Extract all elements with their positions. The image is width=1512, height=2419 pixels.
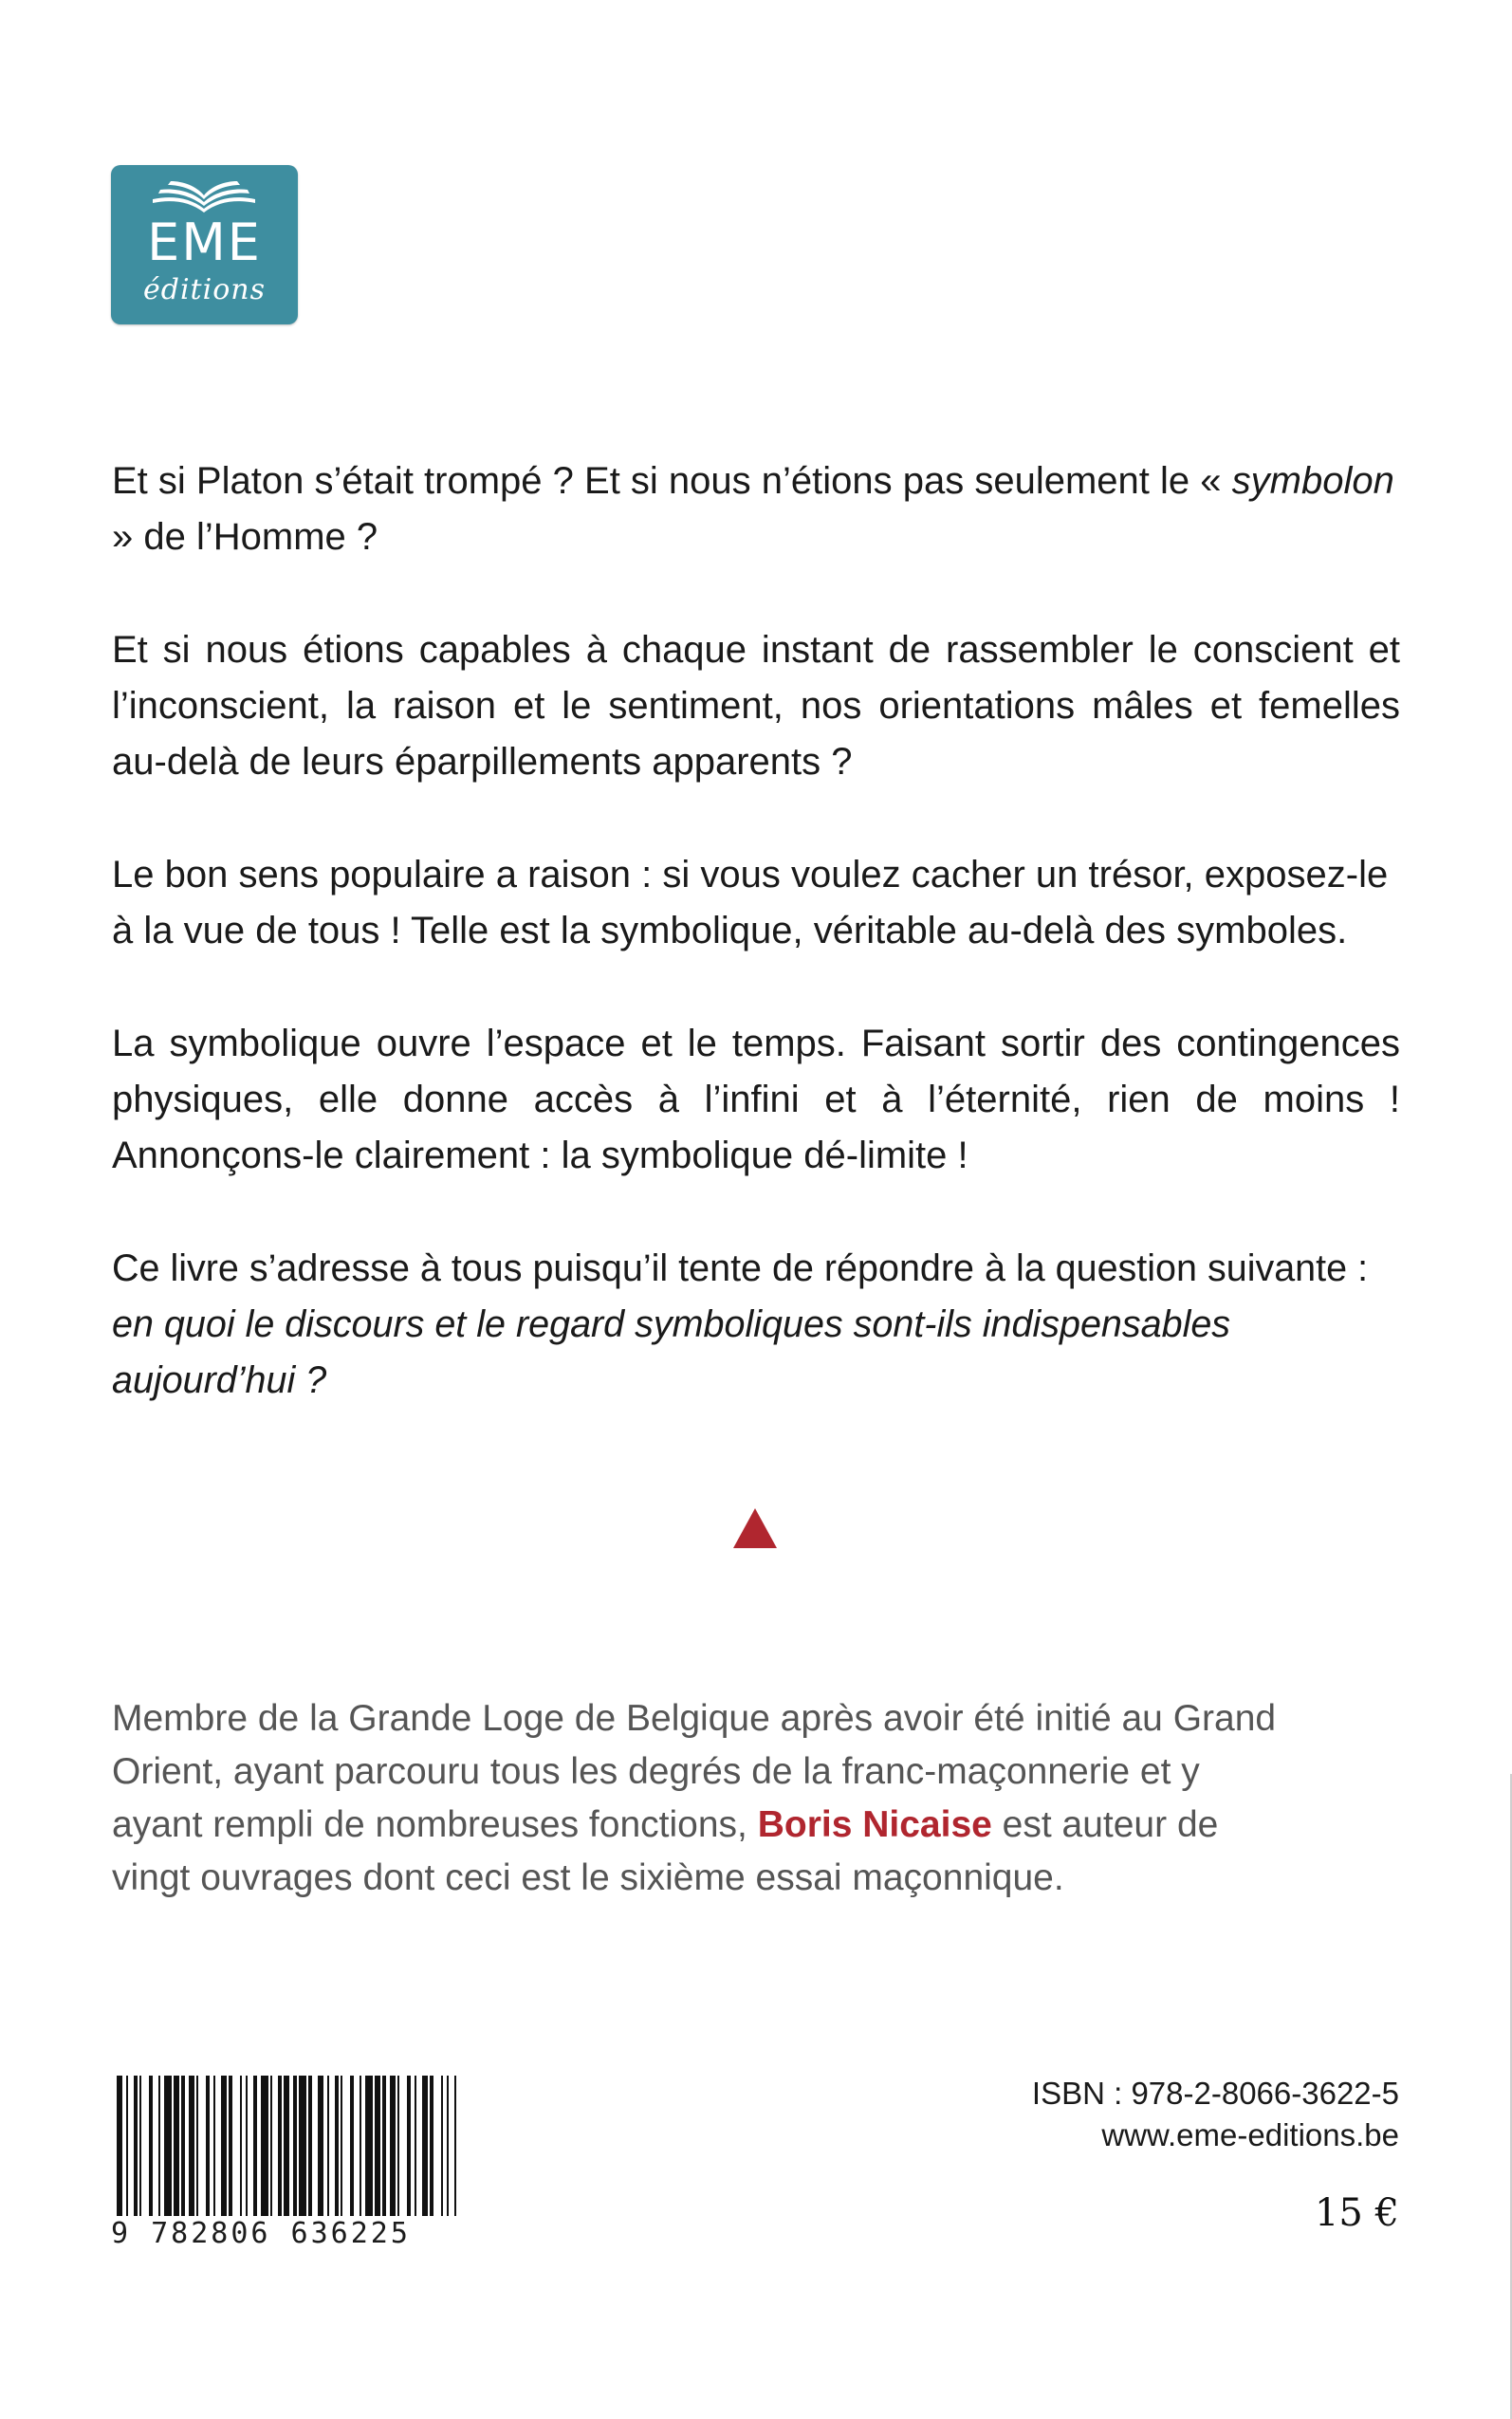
barcode-bar <box>117 2076 122 2227</box>
barcode-bar <box>164 2076 172 2227</box>
barcode-bar <box>284 2076 289 2227</box>
barcode-bar <box>299 2076 306 2227</box>
barcode <box>111 2076 462 2256</box>
barcode-bar <box>441 2076 443 2227</box>
barcode-bar <box>240 2076 242 2227</box>
barcode-bar <box>365 2076 373 2227</box>
barcode-bar <box>318 2076 323 2227</box>
blurb-paragraph-5: Ce livre s’adresse à tous puisqu’il tente de répondre à la question suivante : en quoi le discours et le regard symboliques sont-ils indispensables aujourd’hui ? <box>112 1247 1369 1401</box>
barcode-bar <box>206 2076 210 2227</box>
barcode-bar <box>390 2076 396 2227</box>
barcode-bar <box>278 2076 282 2227</box>
barcode-digits: 9 782806 636225 <box>111 2216 462 2252</box>
open-book-icon <box>147 175 261 214</box>
barcode-bar <box>327 2076 329 2227</box>
logo-eme-text: EME <box>147 212 262 272</box>
barcode-bar <box>139 2076 141 2227</box>
barcode-bar <box>382 2076 386 2227</box>
barcode-bar <box>415 2076 416 2227</box>
barcode-bar <box>261 2076 268 2227</box>
triangle-icon <box>733 1508 777 1548</box>
barcode-bar <box>360 2076 361 2227</box>
website: www.eme-editions.be <box>1101 2117 1399 2152</box>
barcode-bar <box>126 2076 128 2227</box>
barcode-bar <box>213 2076 215 2227</box>
barcode-bar <box>189 2076 194 2227</box>
barcode-bar <box>447 2076 449 2227</box>
author-name: Boris Nicaise <box>757 1804 992 1845</box>
barcode-bar <box>293 2076 297 2227</box>
barcode-bar <box>350 2076 354 2227</box>
barcode-bar <box>335 2076 339 2227</box>
barcode-bar <box>134 2076 138 2227</box>
barcode-bar <box>174 2076 179 2227</box>
barcode-bar <box>430 2076 433 2227</box>
barcode-bar <box>407 2076 411 2227</box>
barcode-bars <box>111 2076 462 2227</box>
blurb-question: en quoi le discours et le regard symboliques sont-ils indispensables aujourd’hui ? <box>112 1303 1231 1401</box>
barcode-bar <box>375 2076 380 2227</box>
symbolon-word: symbolon <box>1231 460 1394 502</box>
barcode-bar <box>422 2076 428 2227</box>
isbn: ISBN : 978-2-8066-3622-5 <box>1031 2076 1399 2111</box>
barcode-bar <box>270 2076 272 2227</box>
blurb-paragraph-2: Et si nous étions capables à chaque instant de rassembler le conscient et l’inconscient, la raison et le sentiment, nos orientations mâles et femelles au-delà de leurs éparpillements apparents ? <box>112 629 1400 783</box>
barcode-bar <box>341 2076 342 2227</box>
publisher-logo <box>111 165 298 324</box>
barcode-bar <box>246 2076 248 2227</box>
author-bio: Membre de la Grande Loge de Belgique après avoir été initié au Grand Orient, ayant parcouru tous les degrés de la franc-maçonnerie et y ayant rempli de nombreuses fonctions, Boris Nicaise est auteur de vingt ouvrages dont ceci est le sixième essai maçonnique. <box>112 1698 1277 1898</box>
barcode-bar <box>229 2076 232 2227</box>
barcode-bar <box>397 2076 399 2227</box>
barcode-bar <box>158 2076 160 2227</box>
barcode-bar <box>181 2076 185 2227</box>
barcode-bar <box>196 2076 198 2227</box>
barcode-bar <box>149 2076 153 2227</box>
barcode-bar <box>308 2076 312 2227</box>
blurb-paragraph-1: Et si Platon s’était trompé ? Et si nous n’étions pas seulement le « symbolon » de l’Homme ? <box>112 460 1394 558</box>
blurb-paragraph-4: La symbolique ouvre l’espace et le temps. Faisant sortir des contingences physiques, elle donne accès à l’infini et à l’éternité, rien de moins ! Annonçons-le clairement : la symbolique dé-limite ! <box>112 1023 1400 1176</box>
barcode-bar <box>454 2076 456 2227</box>
price: 15 € <box>1314 2191 1399 2235</box>
barcode-bar <box>253 2076 257 2227</box>
logo-editions-text: éditions <box>143 273 266 306</box>
barcode-bar <box>221 2076 227 2227</box>
blurb-paragraph-3: Le bon sens populaire a raison : si vous voulez cacher un trésor, exposez-le à la vue de tous ! Telle est la symbolique, véritable au-delà des symboles. <box>112 854 1389 951</box>
back-cover-blurb <box>112 453 1400 1466</box>
